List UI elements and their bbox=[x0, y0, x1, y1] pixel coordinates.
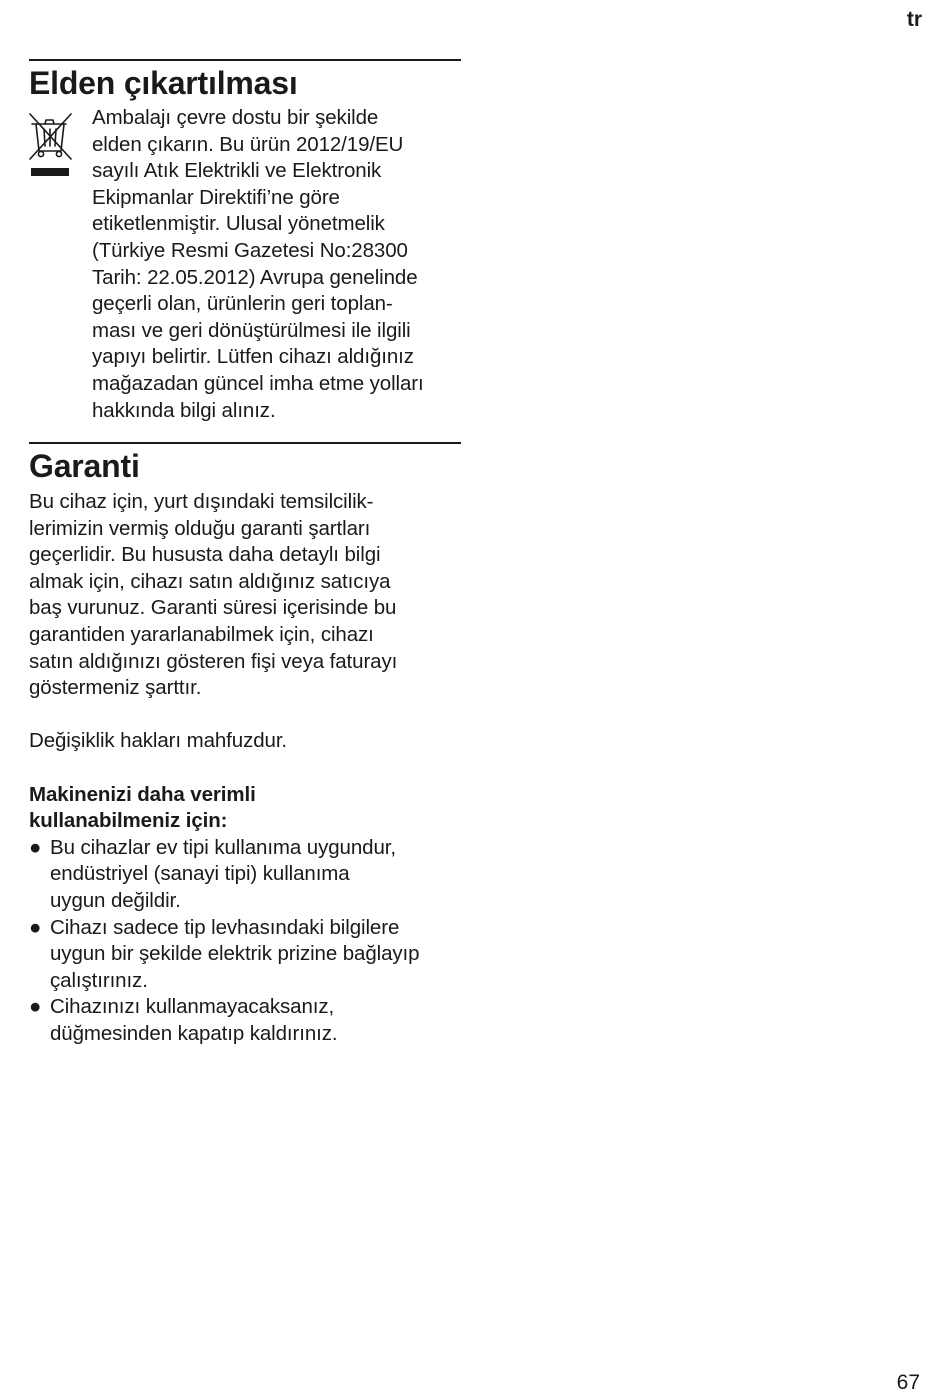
text-line: çalıştırınız. bbox=[50, 968, 148, 992]
text-line: ması ve geri dönüştürülmesi ile ilgili bbox=[92, 318, 411, 342]
text-line: Ekipmanlar Direktifi’ne göre bbox=[92, 185, 340, 209]
text-line: baş vurunuz. Garanti süresi içerisinde bu bbox=[29, 596, 397, 620]
text-line: sayılı Atık Elektrikli ve Elektronik bbox=[92, 159, 382, 183]
blank-line bbox=[29, 755, 419, 782]
tips-heading: Makinenizi daha verimli bbox=[29, 782, 256, 806]
text-line: Cihazınızı kullanmayacaksanız, bbox=[50, 995, 335, 1019]
text-line: uygun değildir. bbox=[50, 888, 181, 912]
text-line: Tarih: 22.05.2012) Avrupa genelinde bbox=[92, 265, 418, 289]
text-line: satın aldığınızı gösteren fişi veya faturayı bbox=[29, 649, 398, 673]
crossed-out-wheelie-bin-icon bbox=[27, 111, 73, 181]
language-label: tr bbox=[906, 8, 922, 31]
text-line: garantiden yararlanabilmek için, cihazı bbox=[29, 622, 374, 646]
text-line: uygun bir şekilde elektrik prizine bağlayıp bbox=[50, 942, 420, 966]
disposal-heading: Elden çıkartılması bbox=[29, 65, 298, 101]
text-line: geçerlidir. Bu hususta daha detaylı bilgi bbox=[29, 543, 381, 567]
text-line: lerimizin vermiş olduğu garanti şartları bbox=[29, 516, 371, 540]
text-line: elden çıkarın. Bu ürün 2012/19/EU bbox=[92, 132, 404, 156]
text-line: hakkında bilgi alınız. bbox=[92, 398, 276, 422]
text-line: Bu cihazlar ev tipi kullanıma uygundur, bbox=[50, 835, 396, 859]
text-line: mağazadan güncel imha etme yolları bbox=[92, 371, 424, 395]
text-line: geçerli olan, ürünlerin geri toplan- bbox=[92, 292, 393, 316]
text-line: düğmesinden kapatıp kaldırınız. bbox=[50, 1021, 338, 1045]
tip-item bbox=[29, 915, 419, 995]
bullet-dot: ● bbox=[29, 835, 42, 859]
blank-line bbox=[29, 702, 419, 729]
bullet-dot: ● bbox=[29, 915, 42, 939]
rights-notice: Değişiklik hakları mahfuzdur. bbox=[29, 729, 288, 753]
bullet-dot: ● bbox=[29, 995, 42, 1019]
warranty-text bbox=[29, 489, 419, 1047]
text-line: Cihazı sadece tip levhasındaki bilgilere bbox=[50, 915, 400, 939]
text-line: etiketlenmiştir. Ulusal yönetmelik bbox=[92, 212, 385, 236]
text-line: yapıyı belirtir. Lütfen cihazı aldığınız bbox=[92, 345, 414, 369]
text-line: almak için, cihazı satın aldığınız satıcıya bbox=[29, 569, 391, 593]
page-number: 67 bbox=[896, 1371, 920, 1394]
text-line: Bu cihaz için, yurt dışındaki temsilcilik- bbox=[29, 490, 374, 513]
text-line: (Türkiye Resmi Gazetesi No:28300 bbox=[92, 238, 408, 262]
text-line: göstermeniz şarttır. bbox=[29, 676, 202, 700]
tip-item bbox=[29, 835, 419, 915]
warranty-heading: Garanti bbox=[29, 448, 140, 484]
section-divider bbox=[29, 59, 461, 61]
text-line: endüstriyel (sanayi tipi) kullanıma bbox=[50, 862, 350, 886]
text-line: Ambalajı çevre dostu bir şekilde bbox=[92, 106, 379, 129]
tips-heading: kullanabilmeniz için: bbox=[29, 809, 228, 833]
disposal-text bbox=[92, 105, 424, 424]
tip-item bbox=[29, 994, 419, 1047]
section-divider bbox=[29, 442, 461, 444]
